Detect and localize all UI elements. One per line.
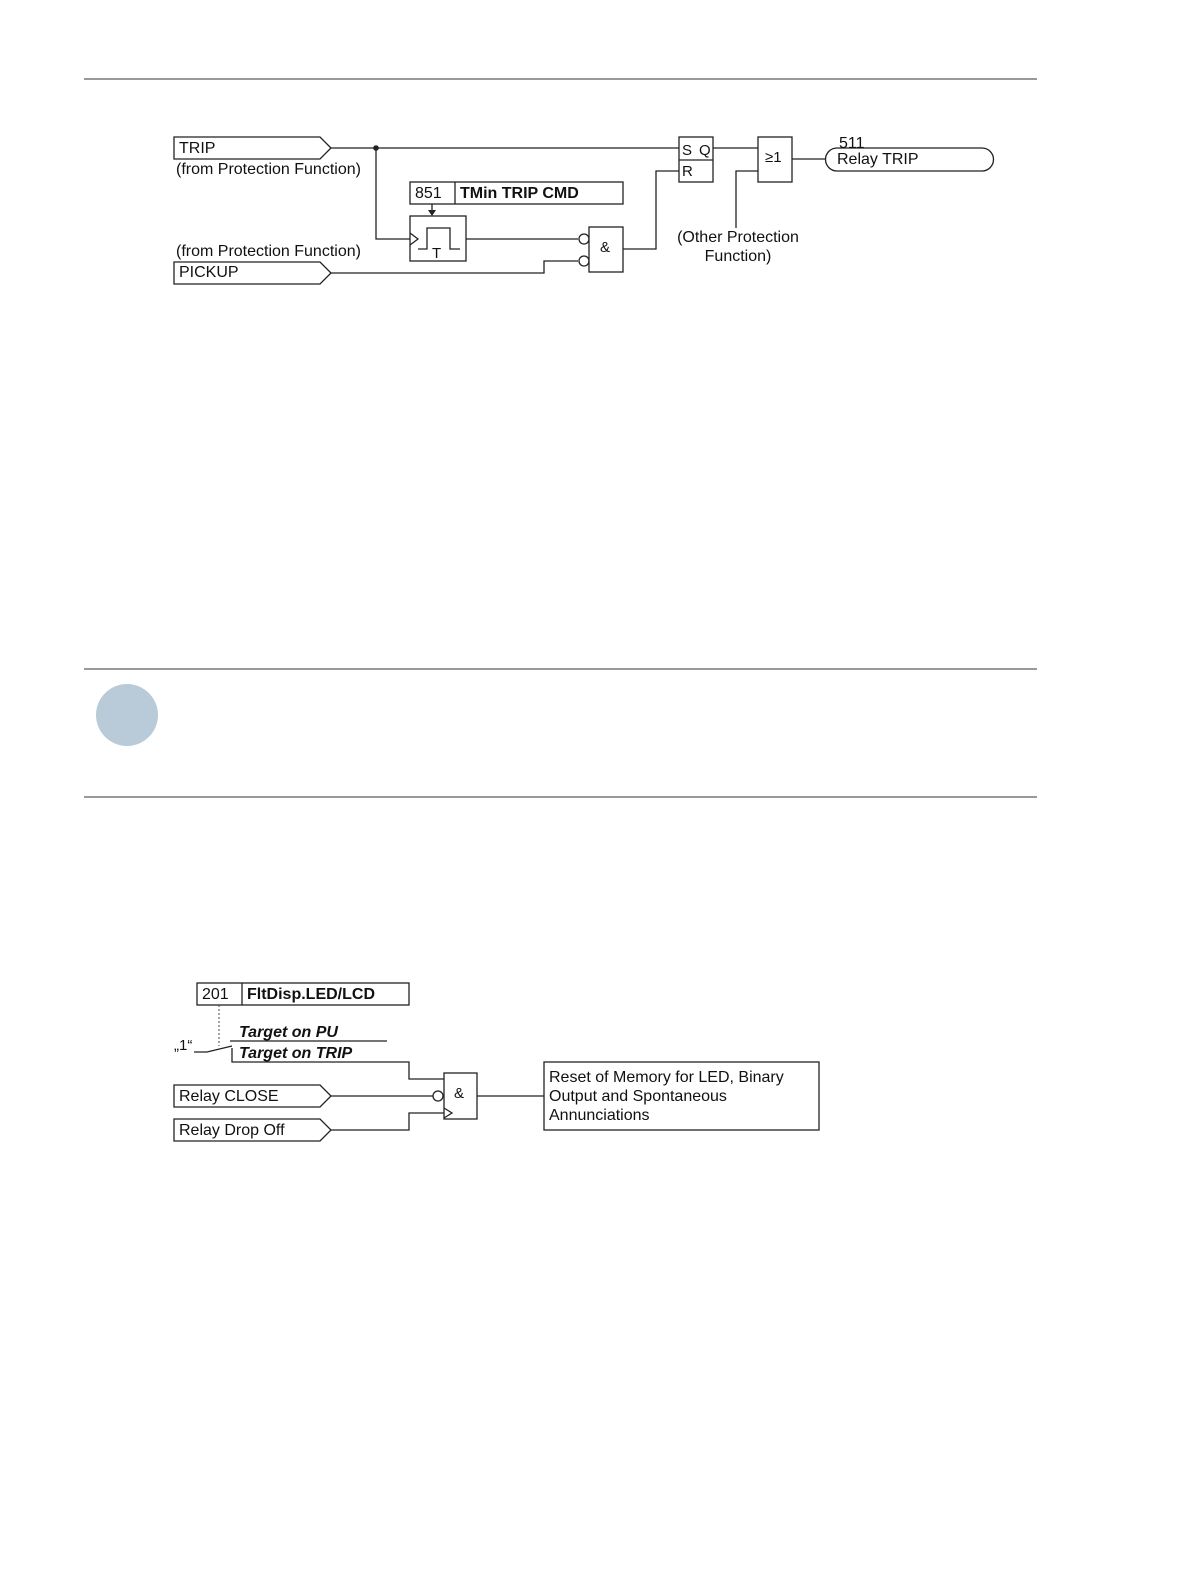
pickup-signal-line [331,261,578,273]
other-protection-label-1: (Other Protection [677,229,799,246]
ff-r-label: R [682,163,693,180]
switch-lever [194,1046,232,1052]
reset-label-line-3: Annunciations [549,1107,650,1124]
other-protection-line [736,171,758,228]
param-201-name: FltDisp.LED/LCD [247,986,375,1003]
and-gate-2-label: & [454,1085,465,1102]
and-gate-1-label: & [600,239,611,256]
param-201-number: 201 [202,986,229,1003]
note-badge-icon [96,684,158,746]
option-target-on-trip: Target on TRIP [239,1045,353,1062]
pickup-input-label: PICKUP [179,264,239,281]
param-851-name: TMin TRIP CMD [460,185,579,202]
trip-source-label: (from Protection Function) [176,161,361,178]
and-to-reset-line [623,171,679,249]
param-851-number: 851 [415,185,442,202]
param-arrow-icon [428,210,436,216]
other-protection-label-2: Function) [704,248,772,265]
reset-label-line-2: Output and Spontaneous [549,1088,727,1105]
relay-drop-off-label: Relay Drop Off [179,1122,285,1139]
trip-input-label: TRIP [179,140,216,157]
ff-q-label: Q [699,142,711,159]
trip-logic-diagram [174,135,994,284]
or-gate-label: ≥1 [765,149,782,166]
option-target-on-pu: Target on PU [239,1024,338,1041]
pickup-source-label: (from Protection Function) [176,243,361,260]
reset-label-line-1: Reset of Memory for LED, Binary [549,1069,784,1086]
output-number: 511 [839,135,865,152]
reset-memory-diagram [174,983,819,1141]
timer-label: T [432,245,442,262]
output-label: Relay TRIP [837,151,919,168]
relay-close-label: Relay CLOSE [179,1088,279,1105]
trip-to-timer-line [376,148,410,239]
invert-bubble-2 [579,256,589,266]
invert-bubble-1 [579,234,589,244]
switch-value-label: „1“ [174,1037,193,1054]
ff-s-label: S [682,142,693,159]
invert-bubble-3 [433,1091,443,1101]
